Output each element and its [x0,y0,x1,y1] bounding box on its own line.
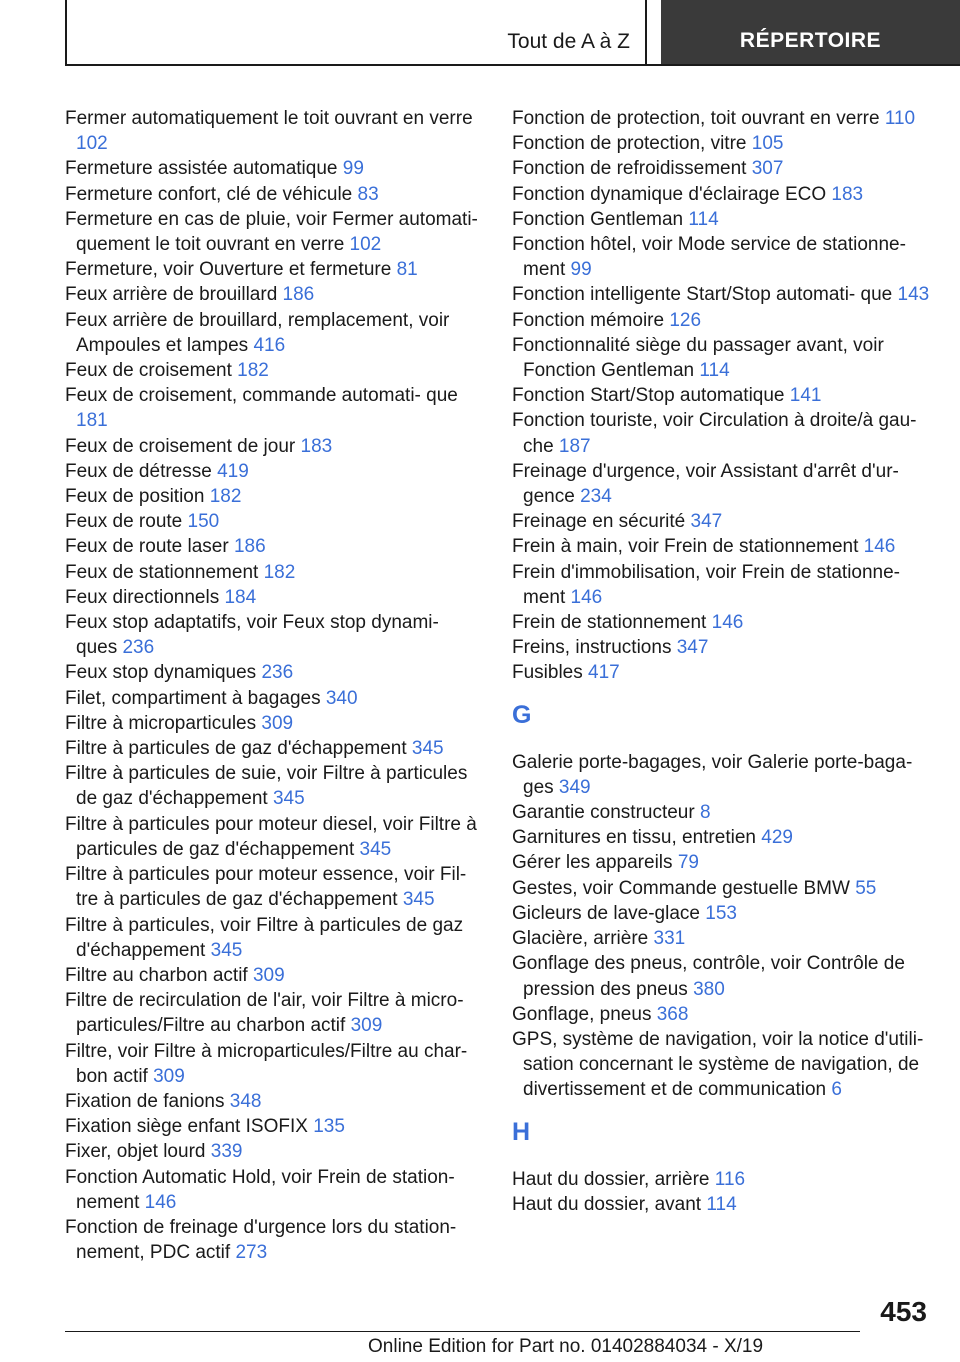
entry-term: Fonction hôtel, voir Mode service de stationne‐ ment [512,234,906,281]
index-column-left [65,106,485,1265]
index-entry [65,963,485,988]
entry-term: Filtre à particules pour moteur essence, voir Fil‐ tre à particules de gaz d'échappement [65,864,467,911]
entry-term: Filtre, voir Filtre à microparticules/Filtre au char‐ bon actif [65,1040,468,1087]
entry-term: Garnitures en tissu, entretien [512,827,756,849]
index-entry [65,686,485,711]
entry-term: Fonction Start/Stop automatique [512,385,785,407]
page-link[interactable]: 99 [570,259,592,281]
page-link[interactable]: 146 [144,1191,177,1213]
page-link[interactable]: 186 [282,284,315,306]
entry-term: Feux de position [65,486,205,508]
page-number: 453 [880,1296,927,1327]
index-entry [512,383,942,408]
entry-term: Feux directionnels [65,586,220,608]
index-entry [65,610,485,660]
index-entry [65,761,485,811]
index-entry [512,509,942,534]
entry-term: Glacière, arrière [512,928,649,950]
index-entry [65,585,485,610]
page-link[interactable]: 183 [300,435,333,457]
page-link[interactable]: 345 [272,788,305,810]
index-entry [512,182,942,207]
entry-term: Fonction touriste, voir Circulation à droite/à gau‐ che [512,410,917,457]
page-link[interactable]: 8 [699,802,711,824]
entry-term: Fermeture en cas de pluie, voir Fermer automati‐ quement le toit ouvrant en verre [65,208,478,256]
index-entry [512,610,942,635]
index-entry [65,156,485,181]
entry-term: Fusibles [512,662,583,684]
entry-term: Freinage d'urgence, voir Assistant d'arrêt d'ur‐ gence [512,460,899,508]
page-link[interactable]: 340 [325,687,358,709]
index-entry [512,901,942,926]
page-link[interactable]: 114 [699,360,730,382]
index-entry [65,282,485,307]
section-title: Tout de A à Z [507,30,630,53]
page-link[interactable]: 349 [558,776,591,798]
index-entry [512,1002,942,1027]
page-link[interactable]: 380 [693,978,725,1000]
page-link[interactable]: 182 [237,360,269,382]
index-entry [512,750,942,800]
page-link[interactable]: 187 [558,435,591,457]
entry-term: Fonction dynamique d'éclairage ECO [512,183,827,205]
page-link[interactable]: 273 [235,1242,268,1264]
index-entry [512,408,942,458]
entry-term: Fonction intelligente Start/Stop automati‐ que [512,284,893,306]
index-entry [512,1192,942,1217]
entry-term: Feux de route [65,511,183,533]
entry-term: Feux de croisement de jour [65,435,296,457]
footer [368,1336,763,1358]
page-link[interactable]: 102 [349,234,382,256]
entry-term: Feux de route laser [65,536,229,558]
index-entry [65,711,485,736]
index-entry [512,156,942,181]
entry-term: Gestes, voir Commande gestuelle BMW [512,877,850,899]
entry-term: Fixer, objet lourd [65,1141,206,1163]
index-entry [65,106,485,156]
index-entry [65,509,485,534]
chapter-tab[interactable]: RÉPERTOIRE [661,0,960,64]
index-entry [512,850,942,875]
index-entry [65,257,485,282]
entry-term: Feux de croisement [65,360,232,382]
page-link[interactable]: 81 [396,259,418,281]
index-entry [65,1139,485,1164]
page-link[interactable]: 55 [855,877,877,899]
page-link[interactable]: 345 [210,939,243,961]
page-link[interactable]: 416 [253,334,286,356]
page-link[interactable]: 347 [676,637,709,659]
page-link[interactable]: 143 [897,284,930,306]
entry-term: Freins, instructions [512,637,672,659]
index-entry [65,207,485,257]
page-link[interactable]: 368 [656,1003,689,1025]
index-entry [65,1039,485,1089]
page-link[interactable]: 114 [688,208,719,230]
index-entry [65,913,485,963]
entry-term: Fixation de fanions [65,1090,225,1112]
index-entry [512,459,942,509]
page-link[interactable]: 114 [706,1193,737,1215]
page-link[interactable]: 309 [153,1065,185,1087]
page-link[interactable]: 309 [252,964,285,986]
index-entry [512,308,942,333]
page-link[interactable]: 345 [359,838,392,860]
index-entry [65,434,485,459]
index-column-right [512,106,942,1217]
entry-term: Filtre à particules de suie, voir Filtre à particules de gaz d'échappement [65,763,468,810]
entry-term: Freinage en sécurité [512,511,686,533]
index-entry [65,812,485,862]
entry-term: Fonction de refroidissement [512,158,747,180]
page-link[interactable]: 339 [210,1141,243,1163]
index-entry [512,131,942,156]
entry-term: Fixation siège enfant ISOFIX [65,1116,308,1138]
entry-term: Galerie porte-bagages, voir Galerie porte-baga‐ ges [512,751,913,798]
page-link[interactable]: 79 [677,852,699,874]
page-link[interactable]: 429 [761,827,793,849]
entry-term: Gonflage des pneus, contrôle, voir Contrôle de pression des pneus [512,953,905,1000]
index-entry [512,333,942,383]
page-link[interactable]: 419 [217,460,249,482]
page-link[interactable]: 116 [714,1168,746,1190]
page-link[interactable]: 182 [263,561,296,583]
entry-term: Feux de détresse [65,460,212,482]
footer-rule [65,1331,860,1332]
page-link[interactable]: 105 [751,133,784,155]
entry-term: Filtre à particules de gaz d'échappement [65,738,407,760]
index-entry [512,800,942,825]
page-link[interactable]: 153 [705,902,737,924]
entry-term: Haut du dossier, avant [512,1193,702,1215]
entry-term: Fonction Automatic Hold, voir Frein de station‐ nement [65,1166,455,1213]
index-entry [512,1027,942,1103]
index-entry [65,988,485,1038]
page-link[interactable]: 182 [209,486,242,508]
page-link[interactable]: 345 [411,738,444,760]
entry-term: Fermer automatiquement le toit ouvrant en verre [65,108,473,129]
page-link[interactable]: 110 [884,108,916,129]
page-link[interactable]: 348 [229,1090,262,1112]
index-entry [512,951,942,1001]
index-entry [65,1114,485,1139]
entry-term: Filtre au charbon actif [65,964,248,986]
index-entry [512,1167,942,1192]
page-link[interactable]: 99 [342,158,364,180]
entry-term: Garantie constructeur [512,802,695,824]
index-entry [512,282,942,307]
index-entry [512,560,942,610]
entry-term: Feux arrière de brouillard [65,284,278,306]
page-link[interactable]: 236 [261,662,294,684]
entry-term: Gérer les appareils [512,852,673,874]
page-link[interactable]: 6 [831,1079,842,1101]
entry-term: Fonction de protection, vitre [512,133,747,155]
entry-term: Feux arrière de brouillard, remplacement, voir Ampoules et lampes [65,309,450,356]
index-entry [65,1165,485,1215]
entry-term: Fonction mémoire [512,309,665,331]
page-link[interactable]: 183 [831,183,864,205]
page-link[interactable]: 417 [588,662,620,684]
entry-term: Feux stop adaptatifs, voir Feux stop dynami‐ ques [65,612,439,659]
entry-term: Filtre à particules, voir Filtre à particules de gaz d'échappement [65,914,464,961]
index-entry [65,1215,485,1265]
entry-term: Filtre de recirculation de l'air, voir Filtre à micro‐ particules/Filtre au charbon actif [65,990,464,1037]
page-link[interactable]: 141 [789,385,822,407]
index-entry [65,534,485,559]
index-entry [512,660,942,685]
page-link[interactable]: 347 [690,511,723,533]
entry-term: Filtre à microparticules [65,712,257,734]
index-entry [512,232,942,282]
page-link[interactable]: 181 [76,410,108,432]
page-link[interactable]: 186 [233,536,266,558]
entry-term: Fermeture, voir Ouverture et fermeture [65,259,392,281]
page-link[interactable]: 102 [76,133,108,155]
entry-term: Feux de stationnement [65,561,259,583]
index-entry [65,862,485,912]
index-entry [65,308,485,358]
page-link[interactable]: 146 [863,536,896,558]
entry-term: Frein de stationnement [512,612,707,634]
page-link[interactable]: 309 [261,712,294,734]
page-link[interactable]: 83 [357,183,379,205]
index-entry [65,383,485,433]
index-entry [512,106,942,131]
page-link[interactable]: 331 [653,928,686,950]
index-entry [65,1089,485,1114]
index-entry [512,207,942,232]
index-entry [512,635,942,660]
index-entry [65,459,485,484]
index-entry [65,484,485,509]
page-link[interactable]: 309 [350,1015,383,1037]
entry-term: Gicleurs de lave-glace [512,902,700,924]
index-entry [65,358,485,383]
letter-heading-h: H [512,1117,531,1146]
index-entry [65,660,485,685]
entry-term: Fonction de protection, toit ouvrant en verre [512,108,880,129]
entry-term: Filtre à particules pour moteur diesel, voir Filtre à particules de gaz d'échappement [65,813,477,860]
page-link[interactable]: 126 [669,309,702,331]
index-entry [512,825,942,850]
header-rule [65,64,960,66]
footer-edition: Online Edition for Part no. 01402884034 - X/19 [368,1336,764,1357]
index-entry [512,534,942,559]
letter-heading-g: G [512,700,532,729]
page-link[interactable]: 307 [751,158,784,180]
entry-term: Fermeture confort, clé de véhicule [65,183,353,205]
index-entry [65,182,485,207]
entry-term: Fonction Gentleman [512,208,684,230]
entry-term: Feux stop dynamiques [65,662,257,684]
page-link[interactable]: 135 [313,1116,345,1138]
index-entry [65,736,485,761]
page-link[interactable]: 150 [187,511,220,533]
page-link[interactable]: 234 [580,486,612,508]
index-entry [512,876,942,901]
entry-term: Frein d'immobilisation, voir Frein de stationne‐ ment [512,561,901,608]
index-entry [65,560,485,585]
entry-term: Frein à main, voir Frein de stationnement [512,536,859,558]
entry-term: Fonctionnalité siège du passager avant, voir Fonction Gentleman [512,334,884,382]
page-link[interactable]: 345 [402,889,435,911]
entry-term: GPS, système de navigation, voir la notice d'utili‐ sation concernant le système de navigation, de divertissement et de communication [512,1028,924,1101]
page-link[interactable]: 146 [711,612,744,634]
entry-term: Filet, compartiment à bagages [65,687,321,709]
entry-term: Feux de croisement, commande automati‐ que [65,385,458,407]
page-link[interactable]: 184 [224,586,257,608]
entry-term: Haut du dossier, arrière [512,1168,710,1190]
page-link[interactable]: 236 [122,637,155,659]
entry-term: Fermeture assistée automatique [65,158,338,180]
index-entry [512,926,942,951]
entry-term: Gonflage, pneus [512,1003,652,1025]
entry-term: Fonction de freinage d'urgence lors du station‐ nement, PDC actif [65,1216,457,1264]
page-link[interactable]: 146 [570,586,603,608]
